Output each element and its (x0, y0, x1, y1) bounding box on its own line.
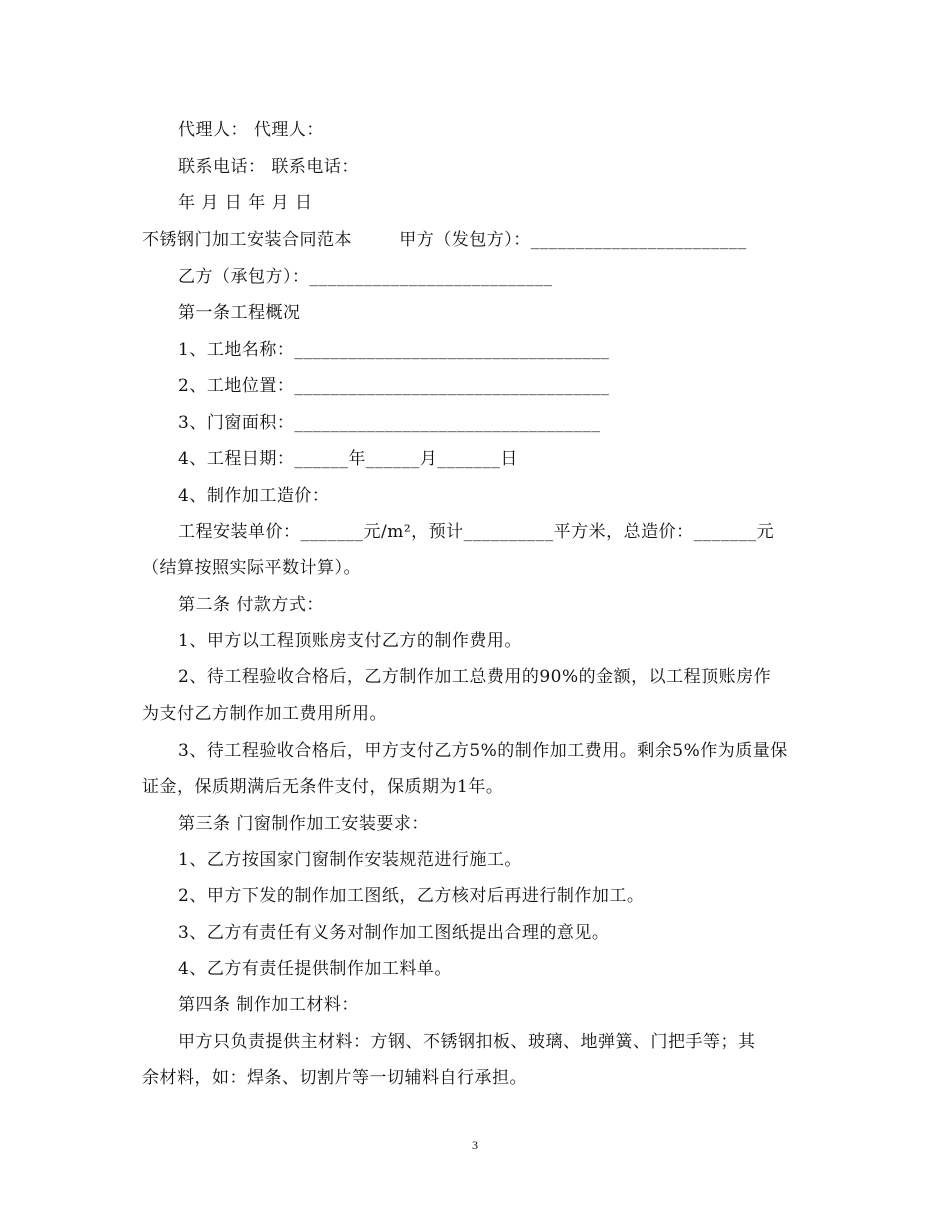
text-line: 工程安装单价：_______元/m²，预计__________平方米，总造价：_______元 (178, 522, 775, 542)
text-line: 3、待工程验收合格后，甲方支付乙方5%的制作加工费用。剩余5%作为质量保 (178, 741, 788, 761)
text-line: 甲方只负责提供主材料：方钢、不锈钢扣板、玻璃、地弹簧、门把手等；其 (178, 1032, 756, 1052)
text-line: 证金，保质期满后无条件支付，保质期为1年。 (142, 777, 504, 797)
text-line: 3、门窗面积：__________________________________ (178, 413, 601, 433)
section-heading: 第四条 制作加工材料： (178, 995, 359, 1015)
section-heading: 第三条 门窗制作加工安装要求： (178, 814, 429, 834)
text-line: 4、制作加工造价： (178, 486, 330, 506)
section-heading: 第二条 付款方式： (178, 595, 324, 615)
text-line: 1、甲方以工程顶账房支付乙方的制作费用。 (178, 631, 522, 651)
section-heading: 第一条工程概况 (178, 303, 301, 323)
text-line: 年 月 日 年 月 日 (178, 193, 313, 213)
text-line: 代理人： 代理人： (178, 120, 324, 140)
text-line: 2、待工程验收合格后，乙方制作加工总费用的90%的金额，以工程顶账房作 (178, 667, 772, 687)
text-line: 2、甲方下发的制作加工图纸，乙方核对后再进行制作加工。 (178, 886, 645, 906)
text-line: 2、工地位置：___________________________________ (178, 376, 610, 396)
text-line: 3、乙方有责任有义务对制作加工图纸提出合理的意见。 (178, 923, 610, 943)
text-line: 4、工程日期：______年______月_______日 (178, 449, 518, 469)
text-line: 4、乙方有责任提供制作加工料单。 (178, 959, 452, 979)
text-line: （结算按照实际平数计算）。 (142, 558, 361, 578)
text-line: 1、工地名称：___________________________________ (178, 340, 610, 360)
text-line: 为支付乙方制作加工费用所用。 (142, 704, 387, 724)
text-line: 余材料，如：焊条、切割片等一切辅料自行承担。 (142, 1068, 527, 1088)
text-line: 联系电话： 联系电话： (178, 157, 359, 177)
page-number: 3 (472, 1138, 478, 1152)
text-line: 1、乙方按国家门窗制作安装规范进行施工。 (178, 850, 522, 870)
text-line: 乙方（承包方）：___________________________ (178, 267, 553, 287)
text-line: 不锈钢门加工安装合同范本 甲方（发包方）：________________________ (142, 230, 747, 250)
